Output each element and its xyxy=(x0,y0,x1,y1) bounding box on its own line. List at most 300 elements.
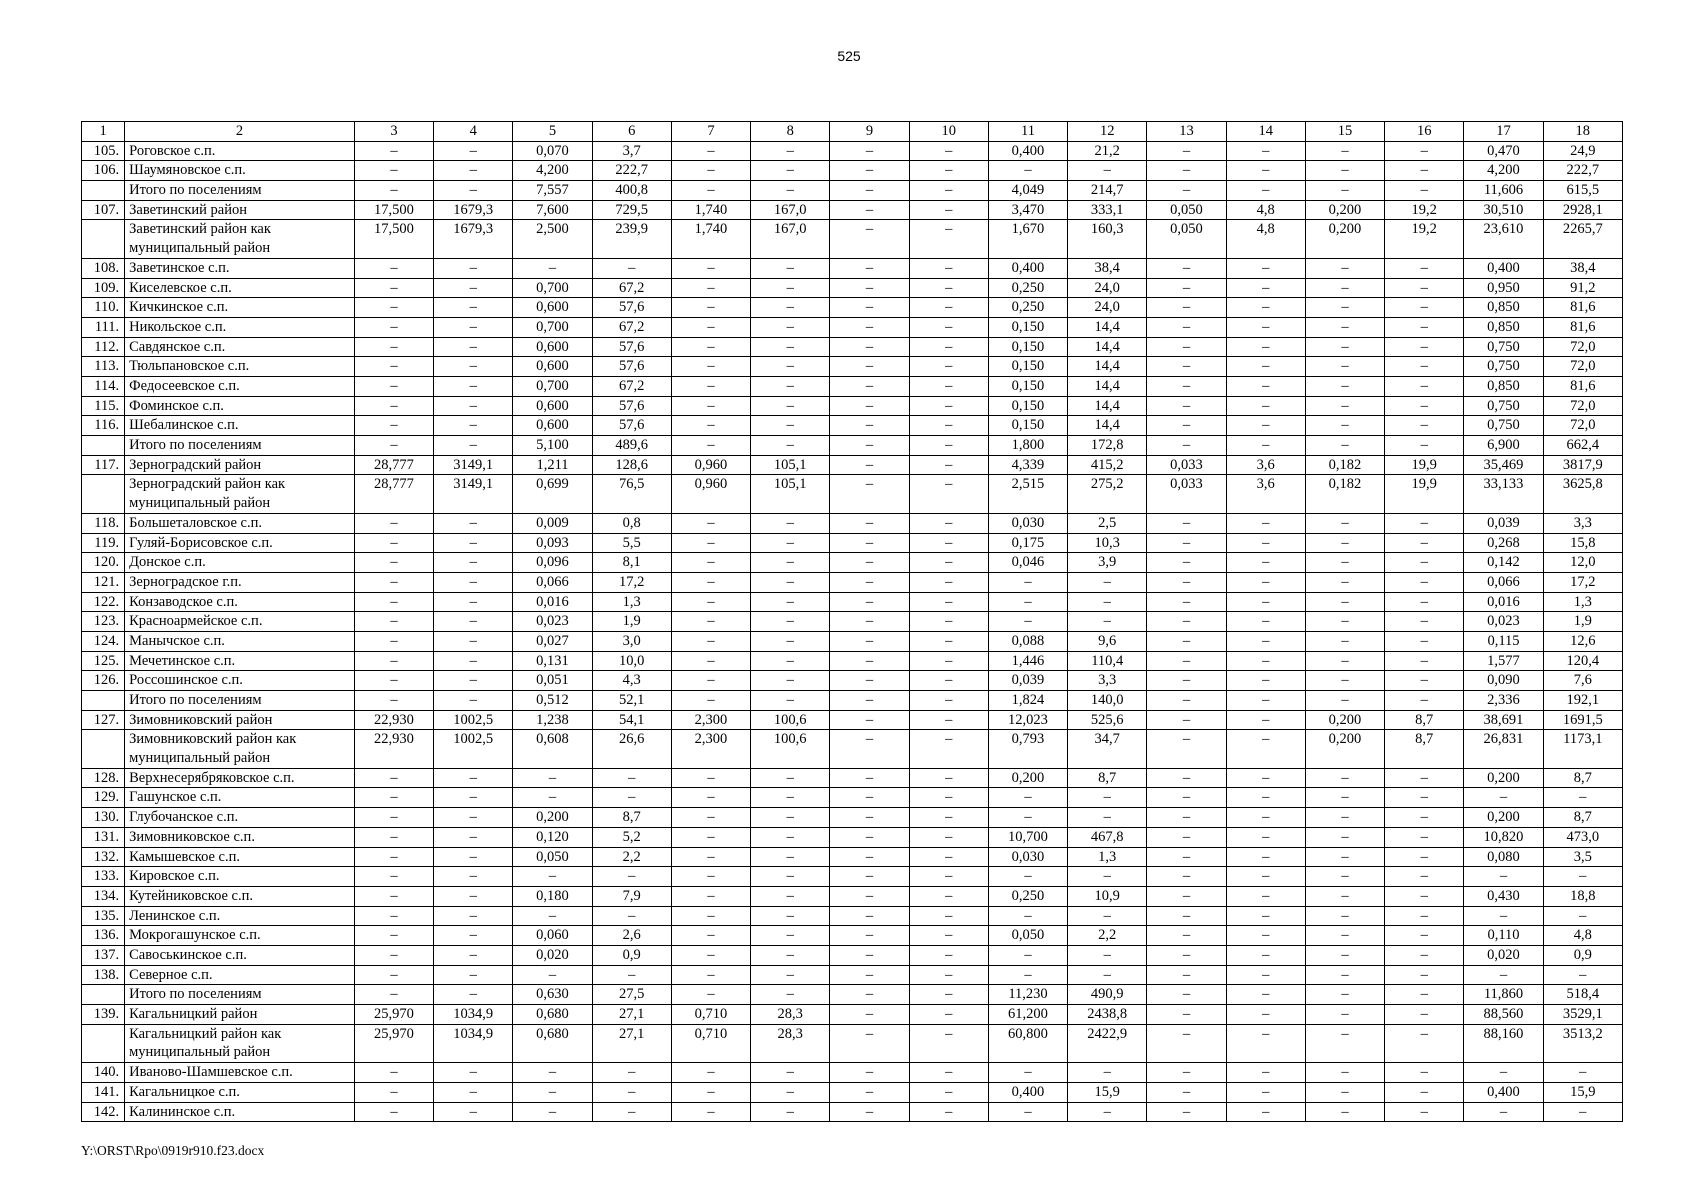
value-cell: – xyxy=(1385,1005,1464,1025)
value-cell: – xyxy=(434,827,513,847)
value-cell: – xyxy=(434,847,513,867)
value-cell: – xyxy=(1305,572,1384,592)
value-cell: 10,0 xyxy=(592,651,671,671)
value-cell: 490,9 xyxy=(1068,985,1147,1005)
value-cell: 3,3 xyxy=(1543,513,1622,533)
value-cell: 12,0 xyxy=(1543,553,1622,573)
value-cell: 1,577 xyxy=(1464,651,1543,671)
value-cell: 1173,1 xyxy=(1543,730,1622,768)
value-cell: – xyxy=(830,827,909,847)
value-cell: 105,1 xyxy=(751,475,830,513)
value-cell: – xyxy=(1543,965,1622,985)
value-cell: – xyxy=(1068,867,1147,887)
value-cell: – xyxy=(1385,827,1464,847)
value-cell: – xyxy=(1464,965,1543,985)
value-cell: – xyxy=(592,867,671,887)
value-cell: – xyxy=(592,1102,671,1122)
value-cell: 0,120 xyxy=(513,827,592,847)
value-cell: – xyxy=(1147,730,1226,768)
value-cell: 0,090 xyxy=(1464,671,1543,691)
value-cell: 0,051 xyxy=(513,671,592,691)
value-cell: – xyxy=(830,141,909,161)
value-cell: – xyxy=(354,671,433,691)
value-cell: – xyxy=(1147,612,1226,632)
value-cell: – xyxy=(513,867,592,887)
value-cell: – xyxy=(1464,1063,1543,1083)
row-number: 117. xyxy=(82,455,125,475)
table-row xyxy=(82,906,1623,926)
value-cell: – xyxy=(434,1102,513,1122)
value-cell: – xyxy=(671,278,750,298)
row-number: 114. xyxy=(82,376,125,396)
value-cell: – xyxy=(751,886,830,906)
value-cell: – xyxy=(1147,278,1226,298)
value-cell: – xyxy=(830,1102,909,1122)
value-cell: – xyxy=(909,298,988,318)
row-number: 118. xyxy=(82,513,125,533)
table-row xyxy=(82,965,1623,985)
value-cell: 1034,9 xyxy=(434,1005,513,1025)
value-cell: 81,6 xyxy=(1543,317,1622,337)
value-cell: – xyxy=(434,337,513,357)
value-cell: – xyxy=(354,553,433,573)
value-cell: – xyxy=(751,592,830,612)
value-cell: 0,850 xyxy=(1464,317,1543,337)
value-cell: – xyxy=(354,827,433,847)
value-cell: – xyxy=(513,788,592,808)
value-cell: – xyxy=(1226,827,1305,847)
row-number: 115. xyxy=(82,396,125,416)
value-cell: – xyxy=(354,278,433,298)
table-row xyxy=(82,181,1623,201)
table-row xyxy=(82,141,1623,161)
column-number-header: 3 xyxy=(354,122,433,142)
value-cell: – xyxy=(751,553,830,573)
value-cell: 0,430 xyxy=(1464,886,1543,906)
value-cell: 4,8 xyxy=(1543,926,1622,946)
value-cell: – xyxy=(1385,337,1464,357)
table-row xyxy=(82,1005,1623,1025)
value-cell: 0,960 xyxy=(671,455,750,475)
value-cell: – xyxy=(1226,788,1305,808)
row-name: Гашунское с.п. xyxy=(125,788,355,808)
value-cell: 2,515 xyxy=(988,475,1067,513)
value-cell: – xyxy=(1305,141,1384,161)
value-cell: – xyxy=(751,691,830,711)
value-cell: – xyxy=(354,965,433,985)
value-cell: – xyxy=(1147,671,1226,691)
table-row xyxy=(82,788,1623,808)
value-cell: – xyxy=(434,592,513,612)
value-cell: – xyxy=(1147,651,1226,671)
table-row xyxy=(82,730,1623,768)
value-cell: – xyxy=(1147,396,1226,416)
value-cell: 275,2 xyxy=(1068,475,1147,513)
value-cell: – xyxy=(909,1005,988,1025)
value-cell: 0,200 xyxy=(1305,220,1384,258)
value-cell: 1679,3 xyxy=(434,200,513,220)
value-cell: – xyxy=(1305,553,1384,573)
value-cell: 38,691 xyxy=(1464,710,1543,730)
value-cell: – xyxy=(354,416,433,436)
value-cell: 28,3 xyxy=(751,1024,830,1062)
row-number xyxy=(82,220,125,258)
value-cell: – xyxy=(434,808,513,828)
row-number: 140. xyxy=(82,1063,125,1083)
value-cell: – xyxy=(1226,181,1305,201)
table-row xyxy=(82,1024,1623,1062)
value-cell: – xyxy=(1226,768,1305,788)
row-number: 128. xyxy=(82,768,125,788)
value-cell: – xyxy=(909,945,988,965)
value-cell: 0,020 xyxy=(1464,945,1543,965)
value-cell: – xyxy=(671,612,750,632)
value-cell: 0,016 xyxy=(1464,592,1543,612)
value-cell: – xyxy=(1147,906,1226,926)
value-cell: – xyxy=(354,258,433,278)
value-cell: – xyxy=(830,651,909,671)
row-number: 141. xyxy=(82,1082,125,1102)
value-cell: 14,4 xyxy=(1068,317,1147,337)
row-name: Манычское с.п. xyxy=(125,631,355,651)
column-number-header: 14 xyxy=(1226,122,1305,142)
value-cell: – xyxy=(1305,337,1384,357)
row-number: 111. xyxy=(82,317,125,337)
table-row xyxy=(82,161,1623,181)
value-cell: – xyxy=(1305,651,1384,671)
value-cell: – xyxy=(909,141,988,161)
value-cell: – xyxy=(909,847,988,867)
value-cell: – xyxy=(354,651,433,671)
value-cell: – xyxy=(1226,141,1305,161)
value-cell: – xyxy=(671,827,750,847)
column-number-header: 2 xyxy=(125,122,355,142)
value-cell: – xyxy=(434,572,513,592)
value-cell: 1,3 xyxy=(592,592,671,612)
row-number: 134. xyxy=(82,886,125,906)
value-cell: 2438,8 xyxy=(1068,1005,1147,1025)
value-cell: 0,060 xyxy=(513,926,592,946)
value-cell: – xyxy=(1385,161,1464,181)
value-cell: – xyxy=(751,376,830,396)
value-cell: – xyxy=(988,612,1067,632)
value-cell: – xyxy=(671,553,750,573)
value-cell: 110,4 xyxy=(1068,651,1147,671)
value-cell: – xyxy=(671,1063,750,1083)
value-cell: 91,2 xyxy=(1543,278,1622,298)
column-number-header: 5 xyxy=(513,122,592,142)
value-cell: 473,0 xyxy=(1543,827,1622,847)
row-number: 136. xyxy=(82,926,125,946)
value-cell: – xyxy=(909,808,988,828)
value-cell: 0,268 xyxy=(1464,533,1543,553)
value-cell: – xyxy=(671,867,750,887)
row-name: Никольское с.п. xyxy=(125,317,355,337)
value-cell: – xyxy=(671,436,750,456)
row-number: 138. xyxy=(82,965,125,985)
value-cell: 0,150 xyxy=(988,376,1067,396)
value-cell: – xyxy=(1147,926,1226,946)
value-cell: – xyxy=(1385,906,1464,926)
value-cell: 3,3 xyxy=(1068,671,1147,691)
table-row xyxy=(82,631,1623,651)
value-cell: 100,6 xyxy=(751,710,830,730)
value-cell: – xyxy=(1226,906,1305,926)
value-cell: 0,050 xyxy=(513,847,592,867)
value-cell: – xyxy=(909,396,988,416)
value-cell: – xyxy=(1147,533,1226,553)
value-cell: 3,6 xyxy=(1226,475,1305,513)
value-cell: 88,560 xyxy=(1464,1005,1543,1025)
table-row xyxy=(82,475,1623,513)
value-cell: – xyxy=(1385,926,1464,946)
value-cell: 3817,9 xyxy=(1543,455,1622,475)
row-name: Зерноградский район xyxy=(125,455,355,475)
value-cell: 3,6 xyxy=(1226,455,1305,475)
row-number: 127. xyxy=(82,710,125,730)
value-cell: 0,200 xyxy=(1305,730,1384,768)
value-cell: – xyxy=(354,847,433,867)
value-cell: 2,2 xyxy=(592,847,671,867)
value-cell: 0,131 xyxy=(513,651,592,671)
value-cell: 24,9 xyxy=(1543,141,1622,161)
value-cell: 2422,9 xyxy=(1068,1024,1147,1062)
value-cell: – xyxy=(830,278,909,298)
value-cell: – xyxy=(751,141,830,161)
value-cell: 54,1 xyxy=(592,710,671,730)
table-row xyxy=(82,337,1623,357)
row-name: Ленинское с.п. xyxy=(125,906,355,926)
value-cell: – xyxy=(909,1024,988,1062)
value-cell: – xyxy=(1147,258,1226,278)
value-cell: – xyxy=(1068,1063,1147,1083)
value-cell: 11,860 xyxy=(1464,985,1543,1005)
value-cell: – xyxy=(1147,945,1226,965)
value-cell: – xyxy=(434,965,513,985)
value-cell: 2,500 xyxy=(513,220,592,258)
value-cell: – xyxy=(751,337,830,357)
value-cell: 6,900 xyxy=(1464,436,1543,456)
value-cell: – xyxy=(751,533,830,553)
value-cell: – xyxy=(1226,651,1305,671)
row-name: Итого по поселениям xyxy=(125,436,355,456)
value-cell: 11,606 xyxy=(1464,181,1543,201)
value-cell: 23,610 xyxy=(1464,220,1543,258)
value-cell: – xyxy=(671,161,750,181)
value-cell: 57,6 xyxy=(592,337,671,357)
value-cell: 172,8 xyxy=(1068,436,1147,456)
value-cell: 128,6 xyxy=(592,455,671,475)
value-cell: – xyxy=(1147,337,1226,357)
value-cell: – xyxy=(671,847,750,867)
value-cell: – xyxy=(1147,181,1226,201)
value-cell: – xyxy=(1226,592,1305,612)
value-cell: – xyxy=(1305,181,1384,201)
value-cell: 222,7 xyxy=(1543,161,1622,181)
value-cell: – xyxy=(1305,278,1384,298)
value-cell: – xyxy=(1226,1082,1305,1102)
value-cell: – xyxy=(1226,808,1305,828)
value-cell: – xyxy=(1305,416,1384,436)
value-cell: – xyxy=(1385,572,1464,592)
value-cell: – xyxy=(1226,533,1305,553)
row-name: Кичкинское с.п. xyxy=(125,298,355,318)
row-number xyxy=(82,691,125,711)
value-cell: 0,700 xyxy=(513,317,592,337)
row-name: Камышевское с.п. xyxy=(125,847,355,867)
value-cell: – xyxy=(354,337,433,357)
row-name: Северное с.п. xyxy=(125,965,355,985)
row-name: Киселевское с.п. xyxy=(125,278,355,298)
value-cell: – xyxy=(909,553,988,573)
value-cell: 0,030 xyxy=(988,513,1067,533)
table-header-row xyxy=(82,122,1623,142)
value-cell: – xyxy=(434,985,513,1005)
column-number-header: 6 xyxy=(592,122,671,142)
value-cell: – xyxy=(1226,278,1305,298)
value-cell: – xyxy=(1147,513,1226,533)
value-cell: 3149,1 xyxy=(434,455,513,475)
value-cell: – xyxy=(830,691,909,711)
value-cell: – xyxy=(909,710,988,730)
table-row xyxy=(82,592,1623,612)
value-cell: – xyxy=(1305,612,1384,632)
value-cell: 5,5 xyxy=(592,533,671,553)
value-cell: 729,5 xyxy=(592,200,671,220)
value-cell: 22,930 xyxy=(354,730,433,768)
value-cell: 57,6 xyxy=(592,357,671,377)
value-cell: 0,150 xyxy=(988,396,1067,416)
value-cell: – xyxy=(830,416,909,436)
page-number: 525 xyxy=(837,48,861,64)
value-cell: 19,9 xyxy=(1385,455,1464,475)
row-number xyxy=(82,181,125,201)
value-cell: – xyxy=(354,906,433,926)
value-cell: – xyxy=(671,592,750,612)
column-number-header: 13 xyxy=(1147,122,1226,142)
value-cell: 0,600 xyxy=(513,337,592,357)
row-number: 132. xyxy=(82,847,125,867)
table-row xyxy=(82,513,1623,533)
value-cell: – xyxy=(671,513,750,533)
value-cell: – xyxy=(830,298,909,318)
row-name: Тюльпановское с.п. xyxy=(125,357,355,377)
value-cell: 28,3 xyxy=(751,1005,830,1025)
value-cell: – xyxy=(1305,258,1384,278)
value-cell: 0,700 xyxy=(513,278,592,298)
value-cell: 160,3 xyxy=(1068,220,1147,258)
value-cell: – xyxy=(1147,788,1226,808)
value-cell: 0,020 xyxy=(513,945,592,965)
value-cell: – xyxy=(1147,867,1226,887)
value-cell: – xyxy=(1464,1102,1543,1122)
value-cell: – xyxy=(1305,847,1384,867)
table-row xyxy=(82,985,1623,1005)
value-cell: – xyxy=(909,181,988,201)
row-name: Верхнесерябряковское с.п. xyxy=(125,768,355,788)
value-cell: 57,6 xyxy=(592,416,671,436)
value-cell: 8,7 xyxy=(1543,768,1622,788)
value-cell: 0,512 xyxy=(513,691,592,711)
row-name: Кутейниковское с.п. xyxy=(125,886,355,906)
value-cell: 10,700 xyxy=(988,827,1067,847)
value-cell: – xyxy=(830,1005,909,1025)
value-cell: – xyxy=(751,788,830,808)
value-cell: 0,9 xyxy=(592,945,671,965)
value-cell: – xyxy=(1385,768,1464,788)
row-name: Итого по поселениям xyxy=(125,985,355,1005)
value-cell: – xyxy=(751,416,830,436)
row-name: Заветинский район xyxy=(125,200,355,220)
value-cell: 26,6 xyxy=(592,730,671,768)
value-cell: 0,180 xyxy=(513,886,592,906)
value-cell: 140,0 xyxy=(1068,691,1147,711)
row-name: Калининское с.п. xyxy=(125,1102,355,1122)
row-number xyxy=(82,475,125,513)
value-cell: – xyxy=(751,1082,830,1102)
value-cell: – xyxy=(1226,985,1305,1005)
value-cell: – xyxy=(751,965,830,985)
value-cell: 0,600 xyxy=(513,357,592,377)
row-name: Заветинское с.п. xyxy=(125,258,355,278)
value-cell: 3,0 xyxy=(592,631,671,651)
value-cell: – xyxy=(1305,631,1384,651)
value-cell: – xyxy=(1385,1063,1464,1083)
value-cell: – xyxy=(1226,396,1305,416)
table-row xyxy=(82,926,1623,946)
value-cell: – xyxy=(1226,671,1305,691)
value-cell: 662,4 xyxy=(1543,436,1622,456)
value-cell: – xyxy=(988,808,1067,828)
value-cell: – xyxy=(671,572,750,592)
row-number: 106. xyxy=(82,161,125,181)
row-name: Савоськинское с.п. xyxy=(125,945,355,965)
value-cell: – xyxy=(592,768,671,788)
value-cell: – xyxy=(434,357,513,377)
column-number-header: 18 xyxy=(1543,122,1622,142)
table-row xyxy=(82,808,1623,828)
table-row xyxy=(82,847,1623,867)
table-row xyxy=(82,455,1623,475)
row-name: Кагальницкий район xyxy=(125,1005,355,1025)
value-cell: – xyxy=(671,906,750,926)
value-cell: – xyxy=(830,808,909,828)
value-cell: – xyxy=(354,808,433,828)
value-cell: – xyxy=(751,298,830,318)
value-cell: 615,5 xyxy=(1543,181,1622,201)
value-cell: – xyxy=(988,1063,1067,1083)
row-number: 121. xyxy=(82,572,125,592)
value-cell: – xyxy=(671,926,750,946)
table-row xyxy=(82,768,1623,788)
value-cell: – xyxy=(671,985,750,1005)
value-cell: – xyxy=(1226,1063,1305,1083)
value-cell: – xyxy=(1305,396,1384,416)
value-cell: – xyxy=(751,181,830,201)
value-cell: – xyxy=(1305,965,1384,985)
value-cell: 24,0 xyxy=(1068,298,1147,318)
row-number: 139. xyxy=(82,1005,125,1025)
value-cell: – xyxy=(434,416,513,436)
value-cell: – xyxy=(751,906,830,926)
value-cell: – xyxy=(1305,317,1384,337)
value-cell: – xyxy=(909,278,988,298)
value-cell: – xyxy=(1385,298,1464,318)
value-cell: 0,182 xyxy=(1305,455,1384,475)
value-cell: 4,200 xyxy=(1464,161,1543,181)
value-cell: 72,0 xyxy=(1543,396,1622,416)
value-cell: 333,1 xyxy=(1068,200,1147,220)
